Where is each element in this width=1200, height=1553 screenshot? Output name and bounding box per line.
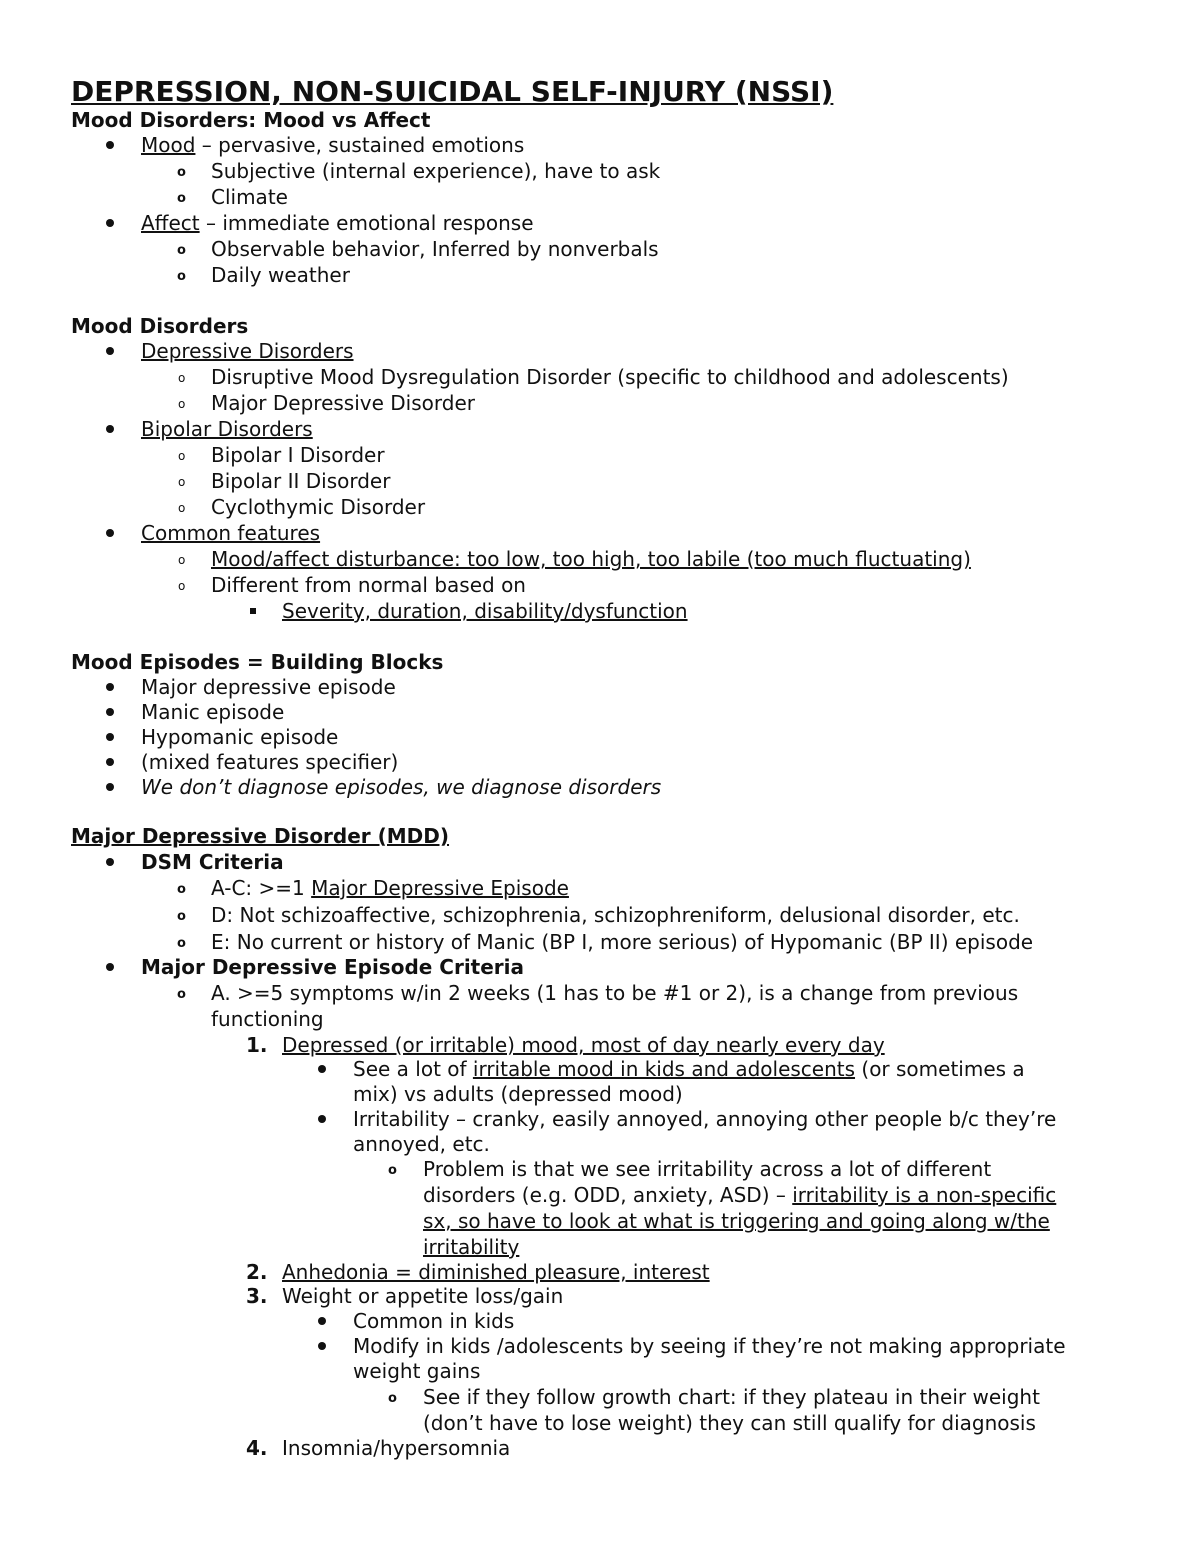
list-item-dsm-criteria: DSM Criteria — [141, 850, 284, 874]
symptom-anhedonia: Anhedonia = diminished pleasure, interest — [282, 1260, 710, 1284]
list-item-severity: Severity, duration, disability/dysfunction — [282, 599, 688, 623]
circle-bullet-icon: o — [388, 1391, 397, 1406]
circle-bullet-icon: o — [177, 243, 186, 258]
list-item-episode: Major depressive episode — [141, 675, 396, 699]
bullet-icon — [106, 347, 114, 355]
definition-affect: – immediate emotional response — [199, 211, 534, 235]
bullet-icon — [106, 708, 114, 716]
list-item-mood — [141, 132, 524, 158]
bullet-icon — [106, 758, 114, 766]
symptom-weight: Weight or appetite loss/gain — [282, 1284, 564, 1308]
list-item-affect-sub2: Daily weather — [211, 263, 350, 287]
circle-bullet-icon: o — [178, 449, 186, 463]
mde-a-line2: functioning — [211, 1007, 324, 1031]
bullet-icon — [106, 683, 114, 691]
bullet-icon — [106, 858, 114, 866]
list-item-bipolar-disorders: Bipolar Disorders — [141, 417, 313, 441]
text-fragment: (or sometimes a — [855, 1057, 1025, 1081]
list-item-dsm-e: E: No current or history of Manic (BP I, more serious) of Hypomanic (BP II) episode — [211, 930, 1034, 954]
circle-bullet-icon: o — [178, 501, 186, 515]
list-item-mood-sub2: Climate — [211, 185, 288, 209]
irritability-note-line2 — [423, 1182, 1056, 1208]
list-item-cyclothymic: Cyclothymic Disorder — [211, 495, 426, 519]
list-item-mood-affect-disturbance: Mood/affect disturbance: too low, too high, too labile (too much fluctuating) — [211, 547, 971, 571]
list-item-bipolar-1: Bipolar I Disorder — [211, 443, 385, 467]
circle-bullet-icon: o — [177, 165, 186, 180]
symptom3-bullet2-line1: Modify in kids /adolescents by seeing if they’re not making appropriate — [353, 1334, 1066, 1358]
symptom3-bullet1: Common in kids — [353, 1309, 515, 1333]
growth-chart-note-line1: See if they follow growth chart: if they plateau in their weight — [423, 1385, 1040, 1409]
list-item-bipolar-2: Bipolar II Disorder — [211, 469, 391, 493]
list-item-episode: Manic episode — [141, 700, 285, 724]
underlined-fragment: irritability is a non-specific — [792, 1183, 1057, 1207]
section-heading-mood-vs-affect: Mood Disorders: Mood vs Affect — [71, 108, 431, 132]
definition-mood: – pervasive, sustained emotions — [195, 133, 525, 157]
mde-a-line1: A. >=5 symptoms w/in 2 weeks (1 has to be #1 or 2), is a change from previous — [211, 981, 1019, 1005]
bullet-icon — [106, 733, 114, 741]
list-item-dsm-d: D: Not schizoaffective, schizophrenia, schizophreniform, delusional disorder, etc. — [211, 903, 1020, 927]
list-item-episode: (mixed features specifier) — [141, 750, 399, 774]
text-fragment: See a lot of — [353, 1057, 473, 1081]
circle-bullet-icon: o — [177, 882, 186, 897]
section-heading-mdd: Major Depressive Disorder (MDD) — [71, 824, 450, 848]
list-item-common-features: Common features — [141, 521, 321, 545]
symptom1-bullet2-line1: Irritability – cranky, easily annoyed, annoying other people b/c they’re — [353, 1107, 1057, 1131]
circle-bullet-icon: o — [178, 579, 186, 593]
circle-bullet-icon: o — [177, 191, 186, 206]
bullet-icon — [318, 1065, 326, 1073]
bullet-icon — [106, 425, 114, 433]
symptom-number: 4. — [246, 1436, 268, 1460]
list-item-episode: Hypomanic episode — [141, 725, 339, 749]
growth-chart-note-line2: (don’t have to lose weight) they can still qualify for diagnosis — [423, 1411, 1036, 1435]
bullet-icon — [106, 219, 114, 227]
list-item-affect-sub1: Observable behavior, Inferred by nonverbals — [211, 237, 659, 261]
circle-bullet-icon: o — [177, 909, 186, 924]
irritability-note-line4: irritability — [423, 1235, 520, 1259]
section-heading-mood-disorders: Mood Disorders — [71, 314, 249, 338]
symptom1-bullet1-line2: mix) vs adults (depressed mood) — [353, 1082, 683, 1106]
irritability-note-line1: Problem is that we see irritability across a lot of different — [423, 1157, 992, 1181]
symptom3-bullet2-line2: weight gains — [353, 1359, 481, 1383]
list-item-different-from-normal: Different from normal based on — [211, 573, 526, 597]
symptom-insomnia: Insomnia/hypersomnia — [282, 1436, 511, 1460]
section-heading-mood-episodes: Mood Episodes = Building Blocks — [71, 650, 444, 674]
list-item-dsm-a — [211, 875, 569, 901]
square-bullet-icon — [250, 608, 256, 614]
circle-bullet-icon: o — [178, 553, 186, 567]
list-item-mdd: Major Depressive Disorder — [211, 391, 475, 415]
page-title: DEPRESSION, NON-SUICIDAL SELF-INJURY (NSSI) — [71, 75, 834, 108]
circle-bullet-icon: o — [177, 936, 186, 951]
circle-bullet-icon: o — [178, 371, 186, 385]
bullet-icon — [106, 529, 114, 537]
list-item-depressive-disorders: Depressive Disorders — [141, 339, 354, 363]
term-affect: Affect — [141, 211, 200, 235]
symptom-number: 3. — [246, 1284, 268, 1308]
circle-bullet-icon: o — [388, 1163, 397, 1178]
criterion-a-underlined: Major Depressive Episode — [311, 876, 569, 900]
symptom-depressed-mood: Depressed (or irritable) mood, most of day nearly every day — [282, 1033, 885, 1057]
symptom-number: 2. — [246, 1260, 268, 1284]
circle-bullet-icon: o — [178, 397, 186, 411]
list-item-mood-sub1: Subjective (internal experience), have to ask — [211, 159, 661, 183]
criterion-a-text: A-C: >=1 — [211, 876, 312, 900]
bullet-icon — [106, 963, 114, 971]
list-item-affect — [141, 210, 534, 236]
circle-bullet-icon: o — [177, 269, 186, 284]
bullet-icon — [106, 141, 114, 149]
bullet-icon — [318, 1342, 326, 1350]
symptom-number: 1. — [246, 1033, 268, 1057]
symptom1-bullet2-line2: annoyed, etc. — [353, 1132, 490, 1156]
text-fragment: disorders (e.g. ODD, anxiety, ASD) – — [423, 1183, 793, 1207]
list-item-episode-note: We don’t diagnose episodes, we diagnose disorders — [141, 775, 662, 799]
underlined-fragment: irritable mood in kids and adolescents — [472, 1057, 856, 1081]
list-item-dmdd: Disruptive Mood Dysregulation Disorder (specific to childhood and adolescents) — [211, 365, 1009, 389]
irritability-note-line3: sx, so have to look at what is triggering and going along w/the — [423, 1209, 1050, 1233]
bullet-icon — [318, 1317, 326, 1325]
circle-bullet-icon: o — [178, 475, 186, 489]
symptom1-bullet1-line1 — [353, 1056, 1025, 1082]
list-item-mde-criteria: Major Depressive Episode Criteria — [141, 955, 525, 979]
term-mood: Mood — [141, 133, 196, 157]
circle-bullet-icon: o — [177, 987, 186, 1002]
bullet-icon — [106, 783, 114, 791]
bullet-icon — [318, 1115, 326, 1123]
